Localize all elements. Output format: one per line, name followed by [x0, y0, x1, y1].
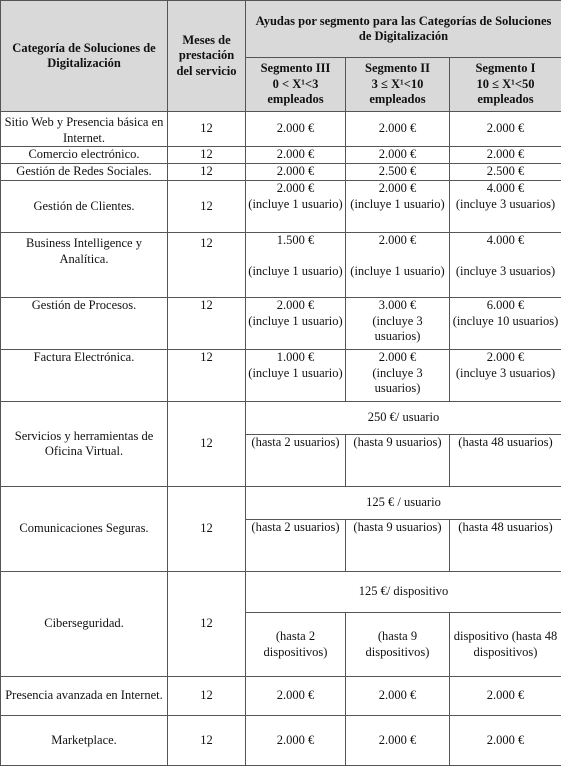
- months-cell: 12: [168, 487, 246, 572]
- months-cell: 12: [168, 402, 246, 487]
- segment-3-cell: 2.000 € (incluye 1 usuario): [246, 181, 346, 233]
- segment-1-cell: (hasta 48 usuarios): [450, 520, 561, 572]
- price-per-unit-cell: 250 €/ usuario: [246, 402, 561, 435]
- category-cell: Factura Electrónica.: [1, 350, 168, 402]
- months-cell: 12: [168, 716, 246, 766]
- segment-2-cell: 2.000 €: [346, 716, 450, 766]
- segment-1-cell: 2.000 €: [450, 716, 561, 766]
- segment-2-cell: 2.000 € (incluye 1 usuario): [346, 181, 450, 233]
- segment-2-cell: 2.000 € (incluye 3 usuarios): [346, 350, 450, 402]
- segment-2-cell: 3.000 € (incluye 3 usuarios): [346, 298, 450, 350]
- segment-2-cell: (hasta 9 usuarios): [346, 520, 450, 572]
- segment-1-cell: 2.000 € (incluye 3 usuarios): [450, 350, 561, 402]
- segment-3-cell: 2.000 €: [246, 112, 346, 147]
- table-row: [1, 402, 561, 435]
- months-cell: 12: [168, 298, 246, 350]
- table-row: [1, 487, 561, 520]
- header-category: Categoría de Soluciones de Digitalización: [1, 1, 168, 112]
- table-row: [1, 677, 561, 716]
- table-row: [1, 350, 561, 402]
- segment-1-cell: 2.000 €: [450, 112, 561, 147]
- segment-2-cell: (hasta 9 dispositivos): [346, 613, 450, 677]
- months-cell: 12: [168, 350, 246, 402]
- months-cell: 12: [168, 164, 246, 181]
- header-segment-2: Segmento II 3 ≤ X¹<10 empleados: [346, 58, 450, 112]
- segment-2-cell: 2.500 €: [346, 164, 450, 181]
- segment-3-cell: (hasta 2 usuarios): [246, 435, 346, 487]
- table-row: [1, 716, 561, 766]
- segment-2-cell: 2.000 €: [346, 677, 450, 716]
- category-cell: Gestión de Clientes.: [1, 181, 168, 233]
- segment-2-cell: 2.000 € (incluye 1 usuario): [346, 233, 450, 298]
- segment-2-cell: 2.000 €: [346, 112, 450, 147]
- category-cell: Sitio Web y Presencia básica en Internet.: [1, 112, 168, 147]
- segment-1-cell: 4.000 € (incluye 3 usuarios): [450, 233, 561, 298]
- segment-2-cell: (hasta 9 usuarios): [346, 435, 450, 487]
- category-cell: Comunicaciones Seguras.: [1, 487, 168, 572]
- segment-1-cell: 4.000 € (incluye 3 usuarios): [450, 181, 561, 233]
- segment-3-cell: 2.000 €: [246, 147, 346, 164]
- segment-3-cell: 2.000 € (incluye 1 usuario): [246, 298, 346, 350]
- segment-3-cell: 1.500 € (incluye 1 usuario): [246, 233, 346, 298]
- segment-1-cell: 2.000 €: [450, 147, 561, 164]
- months-cell: 12: [168, 677, 246, 716]
- category-cell: Gestión de Procesos.: [1, 298, 168, 350]
- table-row: [1, 147, 561, 164]
- months-cell: 12: [168, 233, 246, 298]
- price-per-unit-cell: 125 €/ dispositivo: [246, 572, 561, 613]
- segment-3-cell: (hasta 2 usuarios): [246, 520, 346, 572]
- category-cell: Business Intelligence y Analítica.: [1, 233, 168, 298]
- segment-1-cell: 2.500 €: [450, 164, 561, 181]
- segment-1-cell: (hasta 48 usuarios): [450, 435, 561, 487]
- category-cell: Marketplace.: [1, 716, 168, 766]
- segment-2-cell: 2.000 €: [346, 147, 450, 164]
- table-row: [1, 298, 561, 350]
- months-cell: 12: [168, 181, 246, 233]
- segment-3-cell: 2.000 €: [246, 164, 346, 181]
- category-cell: Servicios y herramientas de Oficina Virtual.: [1, 402, 168, 487]
- category-cell: Gestión de Redes Sociales.: [1, 164, 168, 181]
- segment-1-cell: 6.000 € (incluye 10 usuarios): [450, 298, 561, 350]
- header-segment-1: Segmento I 10 ≤ X¹<50 empleados: [450, 58, 561, 112]
- table-row: [1, 164, 561, 181]
- header-segment-3: Segmento III 0 < X¹<3 empleados: [246, 58, 346, 112]
- segment-3-cell: 2.000 €: [246, 716, 346, 766]
- table-row: [1, 112, 561, 147]
- segment-1-cell: 2.000 €: [450, 677, 561, 716]
- category-cell: Presencia avanzada en Internet.: [1, 677, 168, 716]
- category-cell: Ciberseguridad.: [1, 572, 168, 677]
- segment-1-cell: dispositivo (hasta 48 dispositivos): [450, 613, 561, 677]
- months-cell: 12: [168, 147, 246, 164]
- price-per-unit-cell: 125 € / usuario: [246, 487, 561, 520]
- segment-3-cell: 1.000 € (incluye 1 usuario): [246, 350, 346, 402]
- table-row: [1, 233, 561, 298]
- table-row: [1, 181, 561, 233]
- months-cell: 12: [168, 572, 246, 677]
- months-cell: 12: [168, 112, 246, 147]
- segment-3-cell: (hasta 2 dispositivos): [246, 613, 346, 677]
- table-row: [1, 572, 561, 613]
- header-months: Meses de prestación del servicio: [168, 1, 246, 112]
- segment-3-cell: 2.000 €: [246, 677, 346, 716]
- header-aid: Ayudas por segmento para las Categorías de Soluciones de Digitalización: [246, 1, 561, 58]
- category-cell: Comercio electrónico.: [1, 147, 168, 164]
